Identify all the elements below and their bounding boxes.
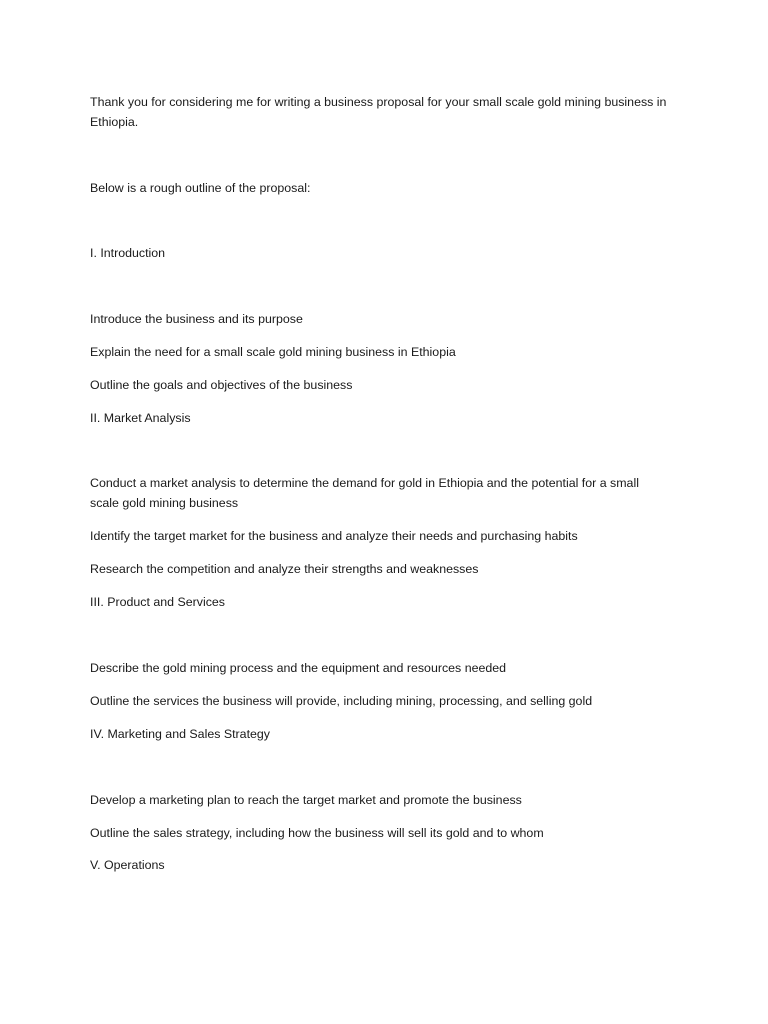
list-item: Develop a marketing plan to reach the target market and promote the business <box>90 793 522 807</box>
list-item: Research the competition and analyze their strengths and weaknesses <box>90 562 479 576</box>
list-item: Conduct a market analysis to determine the demand for gold in Ethiopia and the potential for a small scale gold mining business <box>90 476 639 510</box>
list-item: Describe the gold mining process and the equipment and resources needed <box>90 661 507 675</box>
section-heading-marketing-and-sales: IV. Marketing and Sales Strategy <box>90 727 270 741</box>
section-heading-market-analysis: II. Market Analysis <box>90 411 191 425</box>
section-heading-operations: V. Operations <box>90 858 165 872</box>
section-heading-introduction: I. Introduction <box>90 246 166 260</box>
list-item: Outline the services the business will provide, including mining, processing, and selling gold <box>90 694 593 708</box>
list-item: Outline the goals and objectives of the business <box>90 378 353 392</box>
section-heading-product-and-services: III. Product and Services <box>90 595 225 609</box>
list-item: Outline the sales strategy, including how the business will sell its gold and to whom <box>90 826 544 840</box>
list-item: Introduce the business and its purpose <box>90 312 303 326</box>
intro-paragraph: Thank you for considering me for writing a business proposal for your small scale gold mining business in Ethiopia. <box>90 95 667 129</box>
list-item: Identify the target market for the business and analyze their needs and purchasing habits <box>90 529 578 543</box>
outline-lead: Below is a rough outline of the proposal: <box>90 181 311 195</box>
list-item: Explain the need for a small scale gold mining business in Ethiopia <box>90 345 456 359</box>
